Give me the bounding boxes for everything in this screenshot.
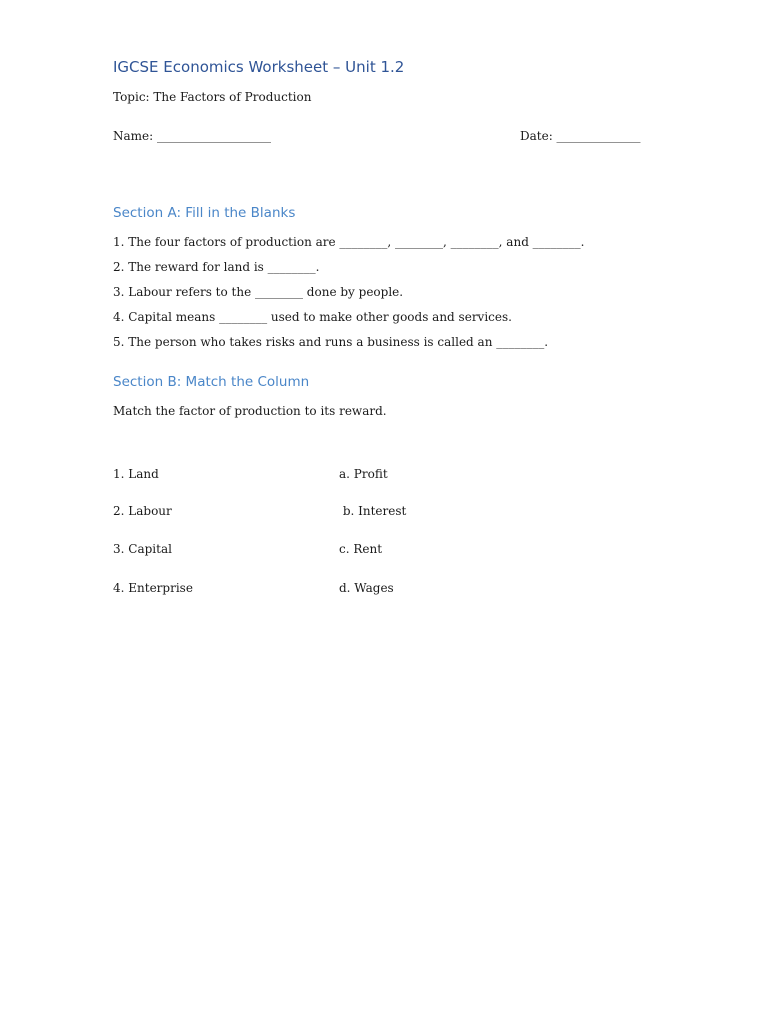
name-field-line: Name: ___________________	[113, 129, 271, 143]
date-field-line: Date: ______________	[520, 129, 641, 143]
match-factor-1: 1. Land	[113, 467, 159, 481]
match-factor-2: 2. Labour	[113, 504, 172, 518]
match-instruction: Match the factor of production to its reward.	[113, 404, 387, 418]
section-b-heading: Section B: Match the Column	[113, 374, 310, 390]
match-factor-4: 4. Enterprise	[113, 581, 193, 595]
section-a-heading: Section A: Fill in the Blanks	[113, 205, 296, 221]
match-reward-d: d. Wages	[339, 581, 394, 595]
question-1: 1. The four factors of production are ________, ________, ________, and ________.	[113, 235, 585, 249]
question-2: 2. The reward for land is ________.	[113, 260, 320, 274]
match-reward-b: b. Interest	[339, 504, 407, 518]
match-reward-a: a. Profit	[339, 467, 388, 481]
match-factor-3: 3. Capital	[113, 542, 172, 556]
match-reward-c: c. Rent	[339, 542, 383, 556]
question-4: 4. Capital means ________ used to make other goods and services.	[113, 310, 512, 324]
topic-line: Topic: The Factors of Production	[113, 90, 312, 104]
worksheet-title: IGCSE Economics Worksheet – Unit 1.2	[113, 58, 405, 76]
question-5: 5. The person who takes risks and runs a business is called an ________.	[113, 335, 549, 349]
question-3: 3. Labour refers to the ________ done by people.	[113, 285, 404, 299]
